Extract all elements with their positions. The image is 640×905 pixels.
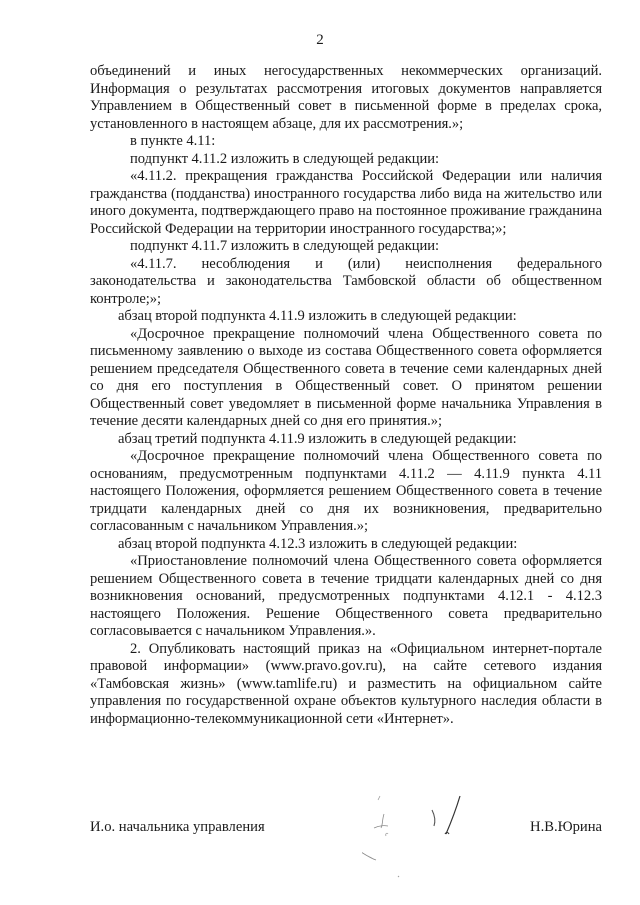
paragraph-quote-4-11-9-second: «Досрочное прекращение полномочий члена Общественного совета по письменному заявлению о выходе из состава Общественного совета оформляется решением председателя Общественного совета в течение семи календарных дней со дня его поступления в Общественный совет. О принятом решении Общественный совет уведомляет в письменной форме начальника Управления в течение десяти календарных дней со дня его принятия.»; <box>90 325 602 429</box>
paragraph-quote-4-11-9-third: «Досрочное прекращение полномочий члена Общественного совета по основаниям, предусмотренным подпунктами 4.11.2 — 4.11.9 пункта 4.11 настоящего Положения, оформляется решением Общественного совета в течение тридцати календарных дней со дня их возникновения, предварительно согласованным с начальником Управления.»; <box>90 448 602 534</box>
signatory-name: Н.В.Юрина <box>530 819 602 835</box>
signatory-position: И.о. начальника управления <box>90 819 265 835</box>
paragraph-quote-4-12-3: «Приостановление полномочий члена Общественного совета оформляется решением Общественного совета в течение тридцати календарных дней со дня возникновения оснований, предусмотренных подпунктами 4.12.1 - 4.12.3 настоящего Положения. Решение Общественного совета предварительно согласовывается с начальником Управления.». <box>90 553 602 639</box>
paragraph-publication: 2. Опубликовать настоящий приказ на «Официальном интернет-портале правовой информации» (www.pravo.gov.ru), на сайте сетевого издания «Тамбовская жизнь» (www.tamlife.ru) и разместить на официальном сайте управления по государственной охране объектов культурного наследия области в информационно-телекоммуникационной сети «Интернет». <box>90 640 602 727</box>
document-body <box>90 63 602 728</box>
handwritten-signature <box>362 792 512 892</box>
paragraph-instruction-4-11-7: подпункт 4.11.7 изложить в следующей редакции: <box>130 238 440 254</box>
paragraph-quote-4-11-7: «4.11.7. несоблюдения и (или) неисполнения федерального законодательства и законодательства Тамбовской области об общественном контроле;»; <box>90 255 602 307</box>
paragraph-continuation: объединений и иных негосударственных некоммерческих организаций. Информация о результатах рассмотрения итоговых документов направляется Управлением в Общественный совет в письменной форме в пределах срока, установленного в настоящем абзаце, для их рассмотрения.»; <box>90 63 602 132</box>
paragraph-instruction-4-12-3: абзац второй подпункта 4.12.3 изложить в следующей редакции: <box>118 535 518 552</box>
paragraph-instruction-4-11-9-third: абзац третий подпункта 4.11.9 изложить в следующей редакции: <box>118 430 517 447</box>
paragraph-instruction-4-11-9-second: абзац второй подпункта 4.11.9 изложить в следующей редакции: <box>118 308 517 324</box>
signature-block <box>90 812 602 872</box>
page-number: 2 <box>316 32 324 48</box>
paragraph-quote-4-11-2: «4.11.2. прекращения гражданства Российской Федерации или наличия гражданства (подданства) иностранного государства либо вида на жительство или иного документа, подтверждающего право на постоянное проживание гражданина Российской Федерации на территории иностранного государства;»; <box>90 168 602 237</box>
paragraph-item-4-11: в пункте 4.11: <box>130 133 216 149</box>
paragraph-instruction-4-11-2: подпункт 4.11.2 изложить в следующей редакции: <box>130 150 440 167</box>
